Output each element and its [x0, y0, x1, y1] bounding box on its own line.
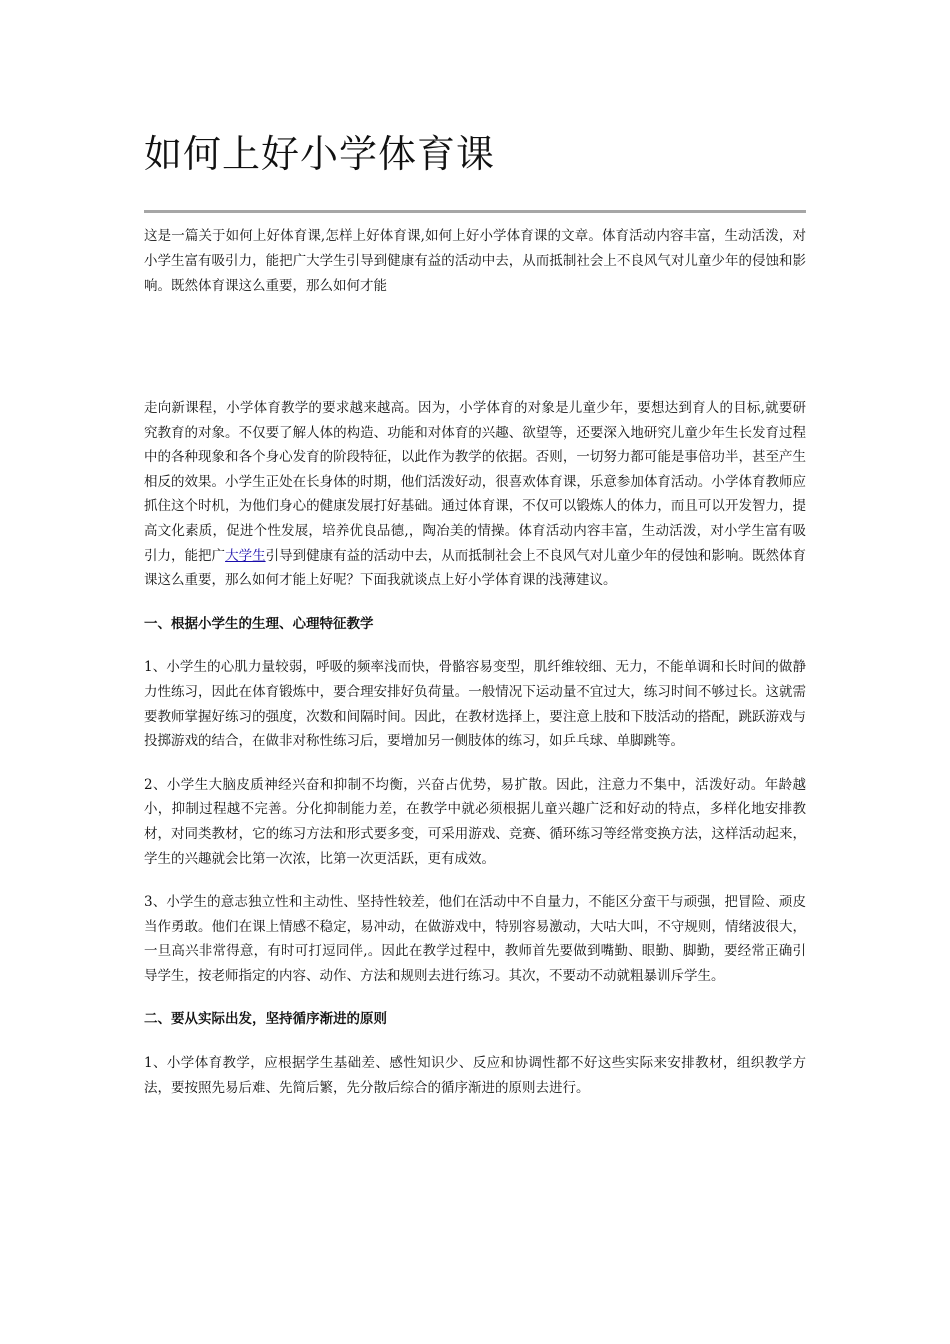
section-heading-2: 二、要从实际出发，坚持循序渐进的原则	[144, 1011, 387, 1028]
paragraph-opening-text-2: 引导到健康有益的活动中去，从而抵制社会上不良风气对儿童少年的侵蚀和影响。既然体育课这么重要，那么如何才能上好呢？下面我就谈点上好小学体育课的浅薄建议。	[144, 547, 806, 589]
page-title: 如何上好小学体育课	[144, 132, 496, 176]
section1-item-3: 3、小学生的意志独立性和主动性、坚持性较差，他们在活动中不自量力，不能区分蛮干与顽强，把冒险、顽皮当作勇敢。他们在课上情感不稳定，易冲动，在做游戏中，特别容易激动，大咕大叫，不守规则，情绪波很大，一旦高兴非常得意，有时可打逗同伴,。因此在教学过程中，教师首先要做到嘴勤、眼勤、脚勤，要经常正确引导学生，按老师指定的内容、动作、方法和规则去进行练习。其次，不要动不动就粗暴训斥学生。	[144, 894, 806, 984]
section1-item-1: 1、小学生的心肌力量较弱，呼吸的频率浅而快，骨骼容易变型，肌纤维较细、无力，不能单调和长时间的做静力性练习，因此在体育锻炼中，要合理安排好负荷量。一般情况下运动量不宜过大，练习时间不够过长。这就需要教师掌握好练习的强度，次数和间隔时间。因此，在教材选择上，要注意上肢和下肢活动的搭配，跳跃游戏与投掷游戏的结合，在做非对称性练习后，要增加另一侧肢体的练习，如乒乓球、单脚跳等。	[144, 659, 806, 750]
section2-item-1: 1、小学体育教学，应根据学生基础差、感性知识少、反应和协调性都不好这些实际来安排教材，组织教学方法，要按照先易后难、先简后繁，先分散后综合的循序渐进的原则去进行。	[144, 1055, 806, 1096]
paragraph-opening	[144, 396, 806, 593]
article-body	[144, 396, 806, 1119]
keyword-link[interactable]: 大学生	[225, 547, 266, 564]
section-heading-1: 一、根据小学生的生理、心理特征教学	[144, 615, 374, 632]
paragraph-opening-text-1: 走向新课程，小学体育教学的要求越来越高。因为，小学体育的对象是儿童少年，要想达到育人的目标,就要研究教育的对象。不仅要了解人体的构造、功能和对体育的兴趣、欲望等，还要深入地研究儿童少年生长发育过程中的各种现象和各个身心发育的阶段特征，以此作为教学的依据。否则，一切努力都可能是事倍功半，甚至产生相反的效果。小学生正处在长身体的时期，他们活泼好动，很喜欢体育课，乐意参加体育活动。小学体育教师应抓住这个时机，为他们身心的健康发展打好基础。通过体育课，不仅可以锻炼人的体力，而且可以开发智力，提高文化素质，促进个性发展，培养优良品德,，陶冶美的情操。体育活动内容丰富，生动活泼，对小学生富有吸引力，能把广	[144, 400, 806, 564]
intro-paragraph: 这是一篇关于如何上好体育课,怎样上好体育课,如何上好小学体育课的文章。体育活动内容丰富，生动活泼，对小学生富有吸引力，能把广大学生引导到健康有益的活动中去，从而抵制社会上不良风气对儿童少年的侵蚀和影响。既然体育课这么重要，那么如何才能	[144, 228, 806, 294]
section1-item-2: 2、小学生大脑皮质神经兴奋和抑制不均衡，兴奋占优势，易扩散。因此，注意力不集中，活泼好动。年龄越小，抑制过程越不完善。分化抑制能力差，在教学中就必须根据儿童兴趣广泛和好动的特点，多样化地安排教材，对同类教材，它的练习方法和形式要多变，可采用游戏、竞赛、循环练习等经常变换方法，这样活动起来，学生的兴趣就会比第一次浓，比第一次更活跃，更有成效。	[144, 776, 806, 867]
title-divider	[144, 210, 806, 213]
